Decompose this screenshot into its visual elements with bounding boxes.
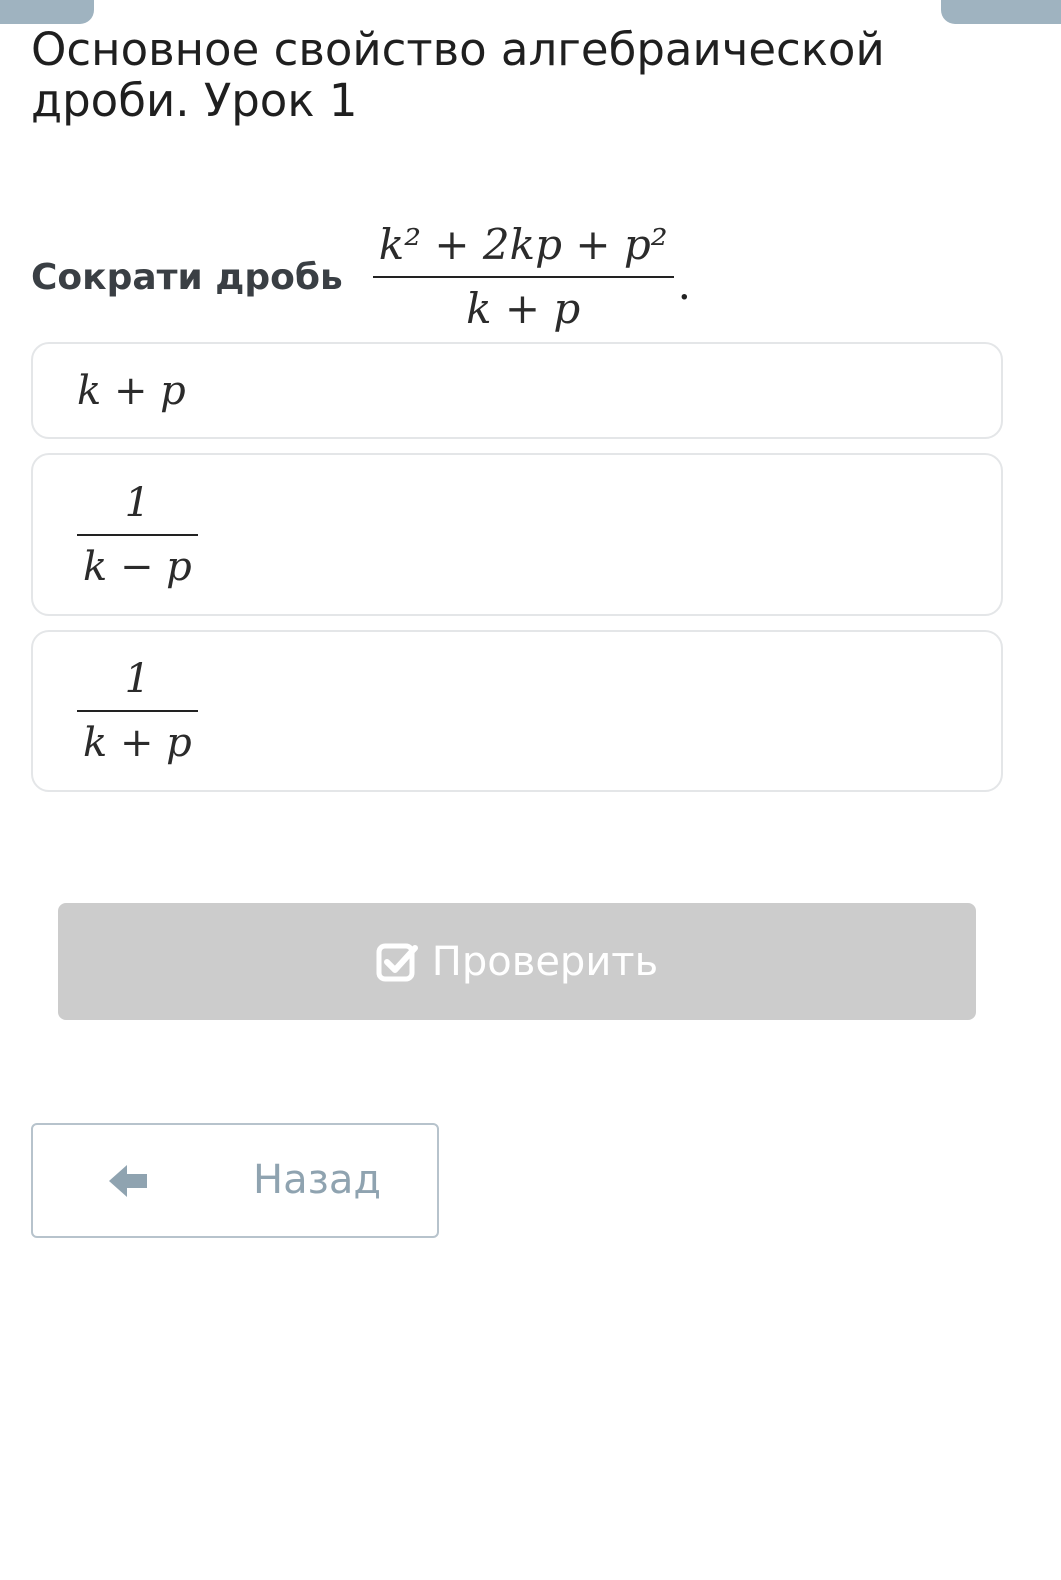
fraction-bar	[77, 710, 198, 712]
question-prompt: Сократи дробь	[31, 256, 343, 298]
option-fraction	[77, 478, 198, 592]
question-fraction	[373, 218, 674, 336]
option-expression: k + p	[77, 367, 186, 414]
page-title: Основное свойство алгебраической дроби. Урок 1	[31, 23, 885, 127]
question	[31, 214, 691, 340]
answer-option-1[interactable]	[31, 342, 1003, 439]
question-denominator: k + p	[466, 284, 581, 333]
option-numerator: 1	[124, 656, 151, 702]
option-fraction	[77, 654, 198, 768]
arrow-left-icon	[107, 1163, 149, 1199]
fraction-bar	[373, 276, 674, 278]
option-denominator: k + p	[83, 720, 192, 766]
question-numerator: k² + 2kp + p²	[378, 220, 668, 269]
check-button-label: Проверить	[431, 938, 659, 985]
back-button-label: Назад	[253, 1157, 382, 1203]
answer-option-3[interactable]	[31, 630, 1003, 792]
checkbox-check-icon	[376, 941, 418, 983]
fraction-bar	[77, 534, 198, 536]
option-denominator: k − p	[83, 543, 192, 590]
top-tab-right[interactable]	[941, 0, 1061, 24]
top-tab-left[interactable]	[0, 0, 94, 24]
back-button[interactable]	[31, 1123, 439, 1238]
check-button[interactable]	[58, 903, 976, 1020]
answer-option-2[interactable]	[31, 453, 1003, 616]
option-numerator: 1	[124, 479, 151, 526]
question-terminator: .	[677, 259, 691, 309]
